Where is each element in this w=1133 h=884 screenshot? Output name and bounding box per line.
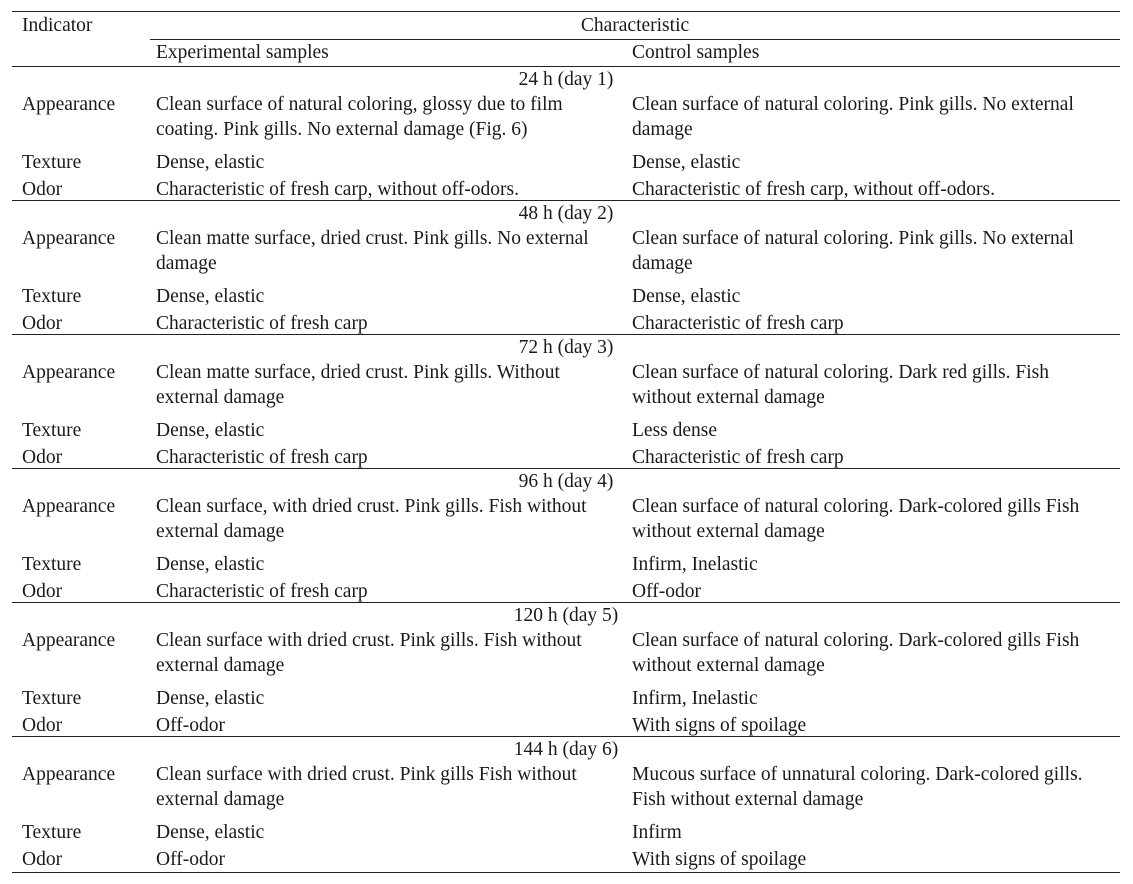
control-cell: Dense, elastic: [632, 152, 741, 173]
experimental-cell: Off-odor: [156, 849, 225, 870]
experimental-cell: external damage: [156, 520, 285, 542]
experimental-cell: external damage: [156, 386, 285, 408]
indicator-cell: Appearance: [22, 228, 116, 249]
indicator-cell: Appearance: [22, 94, 116, 115]
group-rule: [12, 200, 1120, 201]
control-cell: without external damage: [632, 386, 825, 408]
experimental-cell: Clean surface with dried crust. Pink gills. Fish without: [156, 630, 582, 651]
experimental-cell: Characteristic of fresh carp, without off-odors.: [156, 179, 519, 200]
indicator-cell: Odor: [22, 715, 63, 736]
control-cell: Infirm: [632, 822, 682, 843]
experimental-cell: Off-odor: [156, 715, 225, 736]
experimental-cell: external damage: [156, 654, 285, 676]
control-cell: Off-odor: [632, 581, 701, 602]
control-cell: Infirm, Inelastic: [632, 554, 758, 575]
control-cell: With signs of spoilage: [632, 849, 807, 870]
group-rule: [12, 66, 1120, 67]
indicator-cell: Odor: [22, 849, 63, 870]
control-cell: Mucous surface of unnatural coloring. Dark-colored gills.: [632, 764, 1083, 785]
control-cell: damage: [632, 118, 693, 140]
experimental-cell: Dense, elastic: [156, 286, 265, 307]
header-control: Control samples: [632, 42, 760, 63]
group-rule: [12, 736, 1120, 737]
indicator-cell: Texture: [22, 822, 82, 843]
characteristic-rule: [150, 39, 1120, 40]
period-label: 24 h (day 1): [518, 69, 614, 90]
indicator-cell: Odor: [22, 313, 63, 334]
experimental-cell: Characteristic of fresh carp: [156, 581, 368, 602]
indicator-cell: Odor: [22, 179, 63, 200]
group-rule: [12, 468, 1120, 469]
header-characteristic: Characteristic: [580, 15, 690, 36]
control-cell: Less dense: [632, 420, 718, 441]
indicator-cell: Texture: [22, 420, 82, 441]
control-cell: Clean surface of natural coloring. Pink gills. No external: [632, 228, 1074, 249]
experimental-cell: Dense, elastic: [156, 152, 265, 173]
control-cell: Dense, elastic: [632, 286, 741, 307]
header-experimental: Experimental samples: [156, 42, 329, 63]
indicator-cell: Odor: [22, 447, 63, 468]
indicator-cell: Odor: [22, 581, 63, 602]
control-cell: With signs of spoilage: [632, 715, 807, 736]
control-cell: Clean surface of natural coloring. Pink gills. No external: [632, 94, 1074, 115]
control-cell: Characteristic of fresh carp: [632, 447, 844, 468]
indicator-cell: Texture: [22, 688, 82, 709]
indicator-cell: Texture: [22, 152, 82, 173]
experimental-cell: Clean surface, with dried crust. Pink gills. Fish without: [156, 496, 587, 517]
period-label: 120 h (day 5): [513, 605, 619, 626]
experimental-cell: Clean surface with dried crust. Pink gills Fish without: [156, 764, 577, 785]
control-cell: Clean surface of natural coloring. Dark red gills. Fish: [632, 362, 1049, 383]
group-rule: [12, 334, 1120, 335]
experimental-cell: Dense, elastic: [156, 554, 265, 575]
indicator-cell: Appearance: [22, 764, 116, 785]
period-label: 96 h (day 4): [518, 471, 614, 492]
control-cell: Clean surface of natural coloring. Dark-colored gills Fish: [632, 496, 1080, 517]
control-cell: Clean surface of natural coloring. Dark-colored gills Fish: [632, 630, 1080, 651]
indicator-cell: Appearance: [22, 630, 116, 651]
experimental-cell: coating. Pink gills. No external damage (Fig. 6): [156, 118, 528, 140]
indicator-cell: Appearance: [22, 496, 116, 517]
table-top-rule: [12, 11, 1120, 12]
header-indicator: Indicator: [22, 15, 93, 36]
experimental-cell: Clean matte surface, dried crust. Pink gills. No external: [156, 228, 589, 249]
control-cell: Characteristic of fresh carp: [632, 313, 844, 334]
experimental-cell: Dense, elastic: [156, 822, 265, 843]
control-cell: Characteristic of fresh carp, without off-odors.: [632, 179, 995, 200]
control-cell: Infirm, Inelastic: [632, 688, 758, 709]
indicator-cell: Texture: [22, 554, 82, 575]
period-label: 144 h (day 6): [513, 739, 619, 760]
control-cell: without external damage: [632, 520, 825, 542]
period-label: 72 h (day 3): [518, 337, 614, 358]
control-cell: without external damage: [632, 654, 825, 676]
experimental-cell: damage: [156, 252, 217, 274]
indicator-cell: Appearance: [22, 362, 116, 383]
group-rule: [12, 602, 1120, 603]
experimental-cell: external damage: [156, 788, 285, 810]
indicator-cell: Texture: [22, 286, 82, 307]
experimental-cell: Clean surface of natural coloring, glossy due to film: [156, 94, 563, 115]
experimental-cell: Clean matte surface, dried crust. Pink gills. Without: [156, 362, 560, 383]
experimental-cell: Characteristic of fresh carp: [156, 447, 368, 468]
experimental-cell: Dense, elastic: [156, 688, 265, 709]
table-bottom-rule: [12, 872, 1120, 873]
control-cell: damage: [632, 252, 693, 274]
period-label: 48 h (day 2): [518, 203, 614, 224]
experimental-cell: Dense, elastic: [156, 420, 265, 441]
experimental-cell: Characteristic of fresh carp: [156, 313, 368, 334]
control-cell: Fish without external damage: [632, 788, 864, 810]
